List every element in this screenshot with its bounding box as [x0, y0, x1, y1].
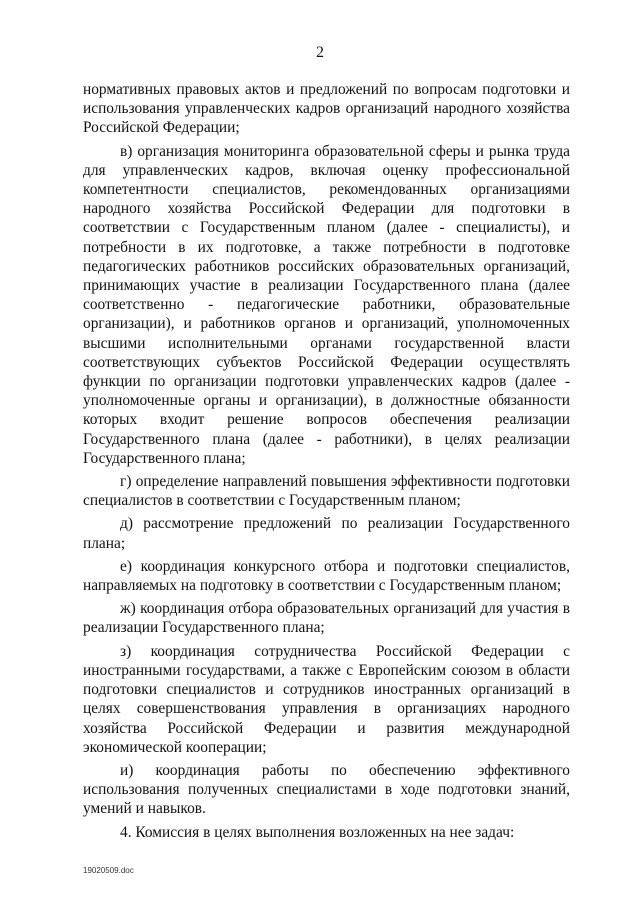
paragraph-section-4: 4. Комиссия в целях выполнения возложенных на нее задач:	[120, 823, 515, 841]
footer-filename: 19020509.doc	[83, 866, 134, 875]
paragraph-item-e: е) координация конкурсного отбора и подготовки специалистов, направляемых на подготовку в соответствии с Государственным планом;	[83, 557, 570, 595]
paragraph-item-g: г) определение направлений повышения эффективности подготовки специалистов в соответствии с Государственным планом;	[83, 473, 570, 510]
page-number: 2	[316, 44, 324, 61]
paragraph-item-i: и) координация работы по обеспечению эффективного использования полученных специалистами в ходе подготовки знаний, умений и навыков.	[83, 761, 570, 818]
paragraph-continuation: нормативных правовых актов и предложений по вопросам подготовки и использования управленческих кадров организаций народного хозяйства Российской Федерации;	[83, 81, 570, 137]
paragraph-item-v: в) организация мониторинга образовательной сферы и рынка труда для управленческих кадров, включая оценку профессиональной компетентности специалистов, рекомендованных организациями народного хозяйства Российской Федерации для подготовки в соответствии с Государственным планом (далее - специалисты), и потребности в их подготовке, а также потребности в подготовке педагогических работников российских образовательных организаций, принимающих участие в реализации Государственного плана (далее соответственно - педагогические работники, образовательные организации), и работников органов и организаций, уполномоченных высшими исполнительными органами государственной власти соответствующих субъектов Российской Федерации осуществлять функции по организации подготовки управленческих кадров (далее - уполномоченные органы и организации), в должностные обязанности которых входит решение вопросов обеспечения реализации Государственного плана (далее - работники), в целях реализации Государственного плана;	[83, 142, 570, 467]
paragraph-item-d: д) рассмотрение предложений по реализации Государственного плана;	[83, 515, 570, 552]
paragraph-item-zh: ж) координация отбора образовательных организаций для участия в реализации Государственного плана;	[83, 600, 570, 637]
document-body	[83, 80, 570, 846]
paragraph-item-z: з) координация сотрудничества Российской Федерации с иностранными государствами, а также с Европейским союзом в области подготовки специалистов и сотрудников иностранных организаций в целях совершенствования управления в организациях народного хозяйства Российской Федерации и развития международной экономической кооперации;	[83, 642, 570, 756]
